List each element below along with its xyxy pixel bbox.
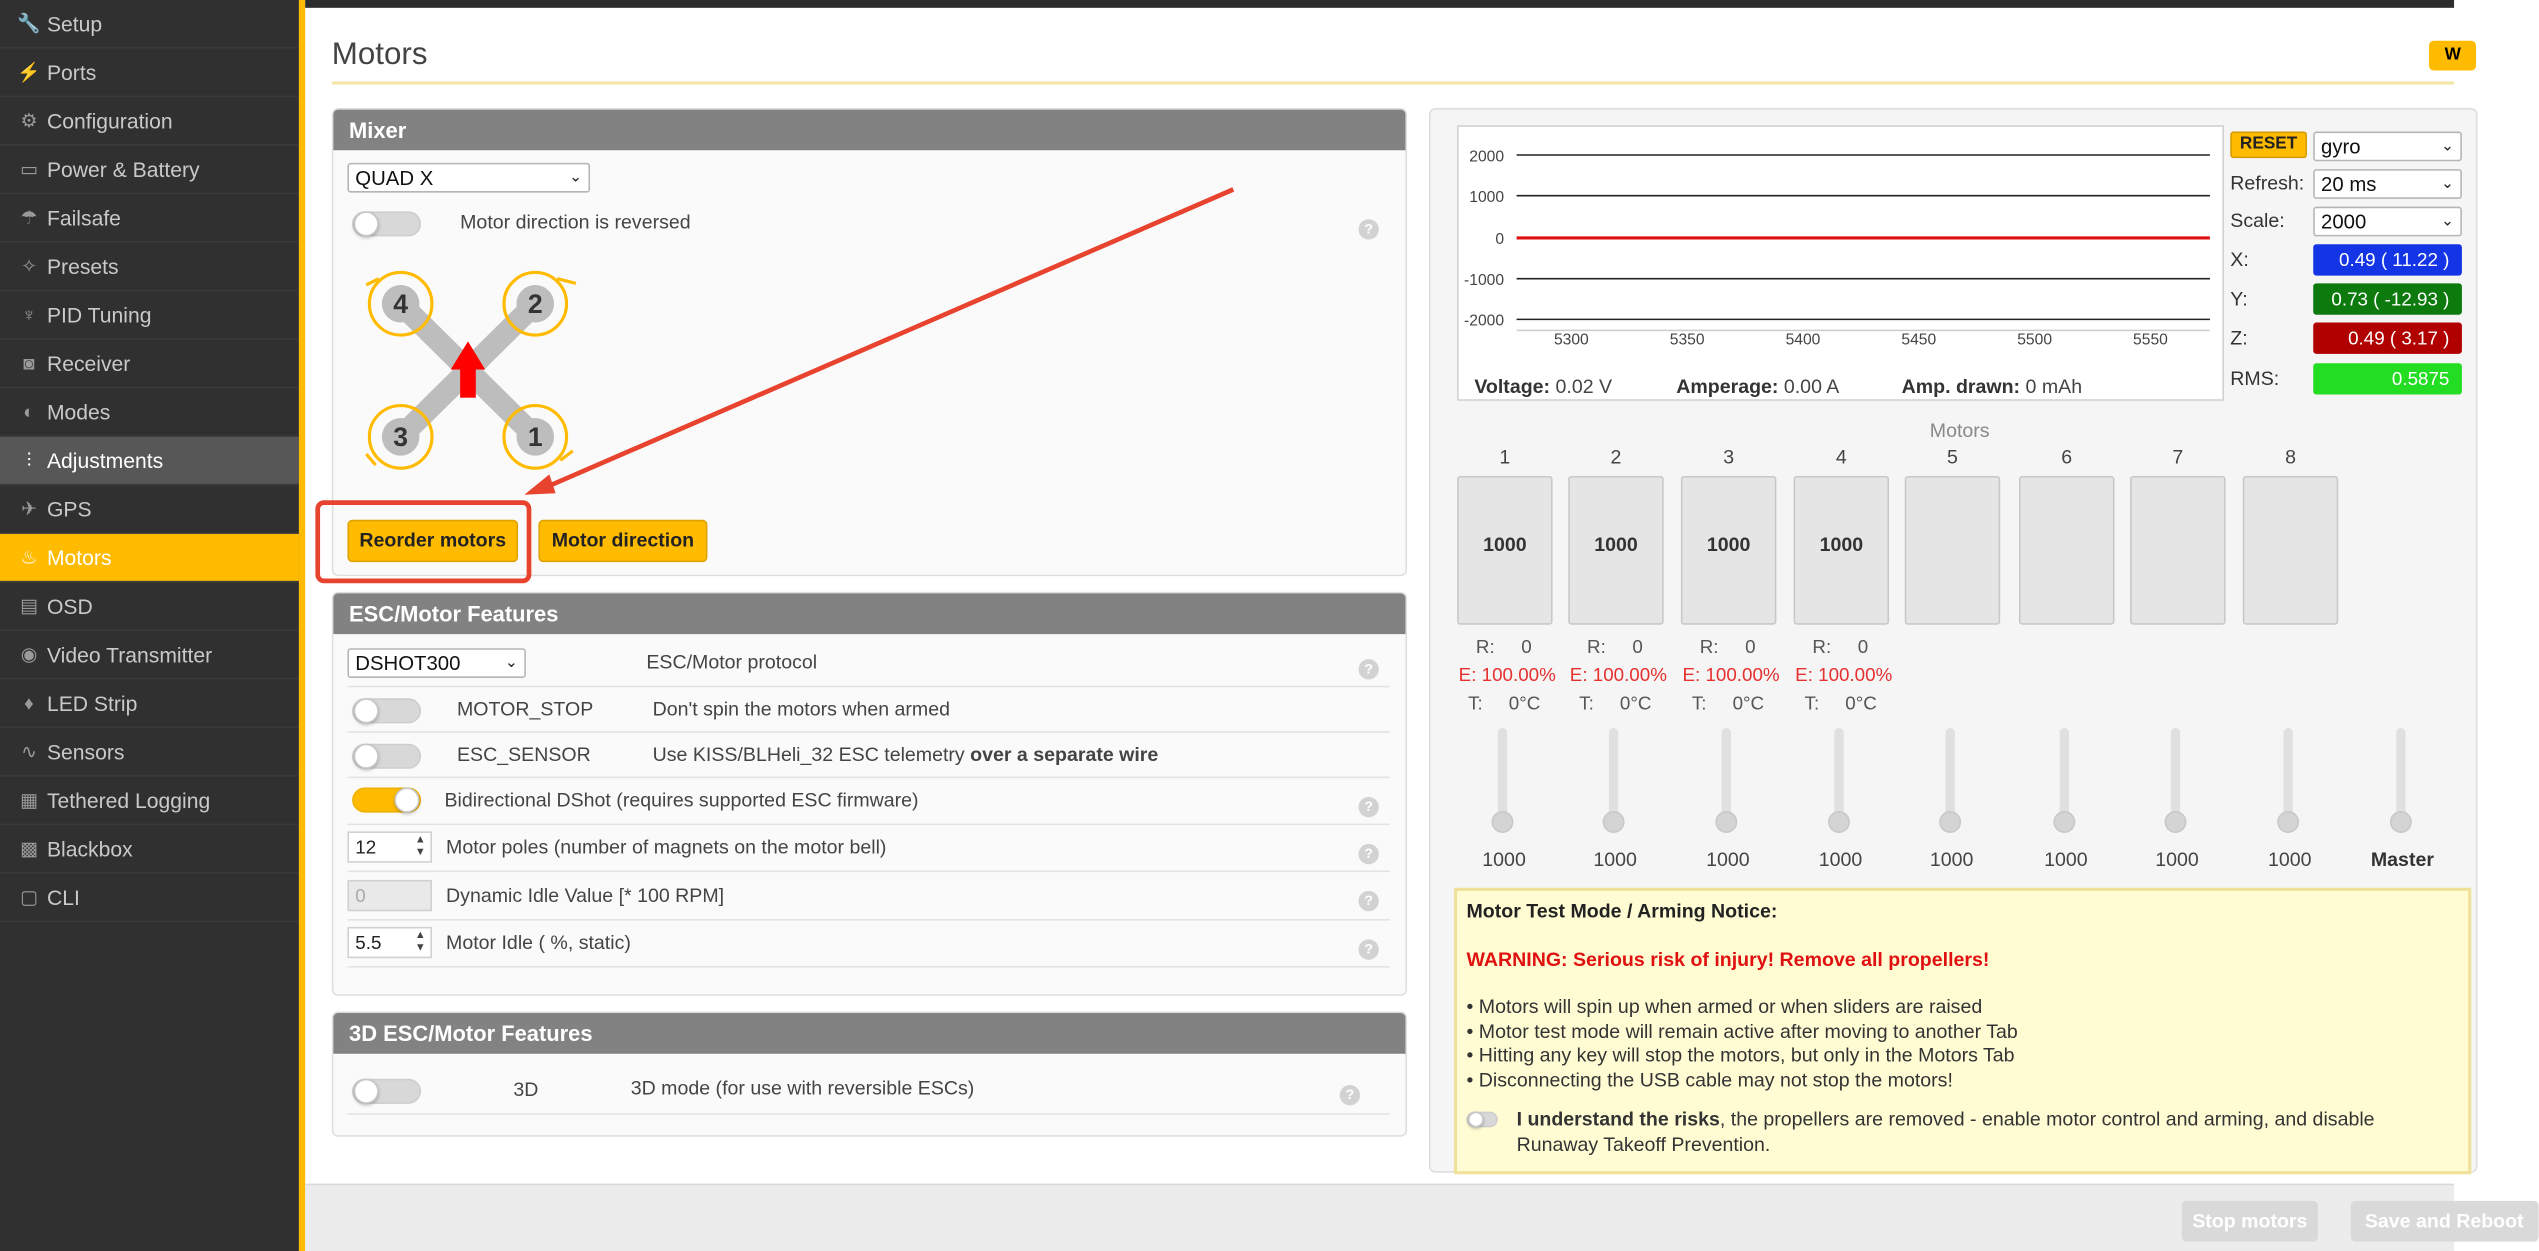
motor-slider-6[interactable] [2053, 811, 2075, 833]
log-icon: ▦ [20, 789, 38, 812]
motor-error-rate: E: 100.00% [1569, 663, 1667, 686]
sidebar-item-label: OSD [46, 594, 93, 618]
help-icon[interactable]: ? [1340, 1085, 1360, 1105]
motor-output-7 [2130, 476, 2225, 625]
sidebar-item-label: GPS [46, 497, 92, 521]
chevron-down-icon: ⌄ [2440, 212, 2455, 231]
understand-risks-bold: I understand the risks [1516, 1108, 1720, 1131]
esc-3d-header: 3D ESC/Motor Features [333, 1013, 1405, 1054]
magic-wand-icon: ✧ [21, 255, 37, 278]
sidebar-item-label: Adjustments [46, 448, 164, 473]
motor-rpm-label: R: [1587, 635, 1606, 658]
motor-rpm-value: 0 [1521, 635, 1532, 658]
motor-stop-toggle[interactable] [352, 698, 421, 723]
notice-bullet: • Hitting any key will stop the motors, but only in the Motors Tab [1466, 1044, 2015, 1067]
mixer-header: Mixer [333, 110, 1405, 151]
motor-slider-value: 1000 [1818, 848, 1863, 871]
save-and-reboot-button[interactable]: Save and Reboot [2351, 1201, 2539, 1242]
antenna-icon: ◉ [20, 643, 38, 666]
sidebar-item-gps[interactable] [0, 485, 299, 534]
motor-slider-track[interactable] [1834, 728, 1843, 822]
notice-title: Motor Test Mode / Arming Notice [1466, 900, 1771, 923]
notice-bullet: • Motor test mode will remain active after moving to another Tab [1466, 1020, 2018, 1042]
sidebar-item-label: Ports [46, 60, 97, 84]
x-tick-label: 5350 [1669, 331, 1705, 349]
motor-slider-track[interactable] [1498, 728, 1507, 822]
y-tick-label: 0 [1495, 231, 1505, 249]
motor-output-1 [1457, 476, 1552, 625]
annotation-arrow [543, 189, 1233, 488]
esc-protocol-value: DSHOT300 [355, 651, 461, 675]
sidebar-item-label: Tethered Logging [46, 788, 211, 812]
motor-idle-input[interactable]: 5.5 ▲ ▼ [347, 927, 432, 958]
reset-button[interactable]: RESET [2230, 132, 2307, 159]
sidebar-item-presets[interactable] [0, 243, 299, 292]
motor-number: 7 [2172, 446, 2184, 469]
motor-slider-8[interactable] [2277, 811, 2299, 833]
sidebar-item-label: Receiver [46, 351, 131, 375]
motor-slider-value: 1000 [2044, 848, 2088, 871]
motor-output-3 [1681, 476, 1776, 625]
motor-temp-label: T: [1804, 692, 1820, 714]
motor-output-4 [1794, 476, 1889, 625]
help-icon[interactable]: ? [1359, 659, 1379, 679]
plug-icon: ⚡ [17, 61, 41, 83]
motor-temp-value: 0°C [1845, 692, 1877, 714]
page-title: Motors [331, 37, 428, 73]
esc-sensor-desc: Use KISS/BLHeli_32 ESC telemetry over a separate wire [652, 743, 1159, 766]
x-tick-label: 5500 [2017, 331, 2053, 349]
wiki-button[interactable]: W [2429, 41, 2476, 71]
motor-output-5 [1905, 476, 2000, 625]
help-icon[interactable]: ? [1359, 219, 1379, 239]
sidebar-item-pid-tuning[interactable] [0, 291, 299, 340]
motor-icon: ♨ [20, 546, 38, 569]
sidebar-item-configuration[interactable] [0, 97, 299, 146]
sidebar-item-label: PID Tuning [46, 302, 152, 327]
battery-icon: ▭ [20, 158, 38, 181]
motor-slider-track[interactable] [2171, 728, 2180, 822]
bidirectional-dshot-toggle[interactable] [352, 788, 421, 813]
sidebar-item-sensors[interactable] [0, 728, 299, 777]
sidebar-item-label: Sensors [46, 739, 125, 764]
sidebar-item-receiver[interactable] [0, 340, 299, 389]
motor-rpm-label: R: [1812, 635, 1832, 658]
title-divider [332, 81, 2454, 84]
motor-number: 5 [1947, 446, 1958, 469]
motor-output-6 [2019, 476, 2114, 625]
motor-output-8 [2243, 476, 2338, 625]
sidebar-item-label: Video Transmitter [46, 642, 213, 667]
x-label: X: [2230, 248, 2249, 271]
wrench-icon: 🔧 [17, 12, 41, 35]
sidebar-item-power-battery[interactable] [0, 146, 299, 195]
motor-slider-value: 1000 [1593, 848, 1637, 871]
motor-poles-label: Motor poles (number of magnets on the motor bell) [446, 836, 887, 859]
top-bar [305, 0, 2454, 8]
motor-rpm-label: R: [1475, 635, 1495, 658]
motor-test-notice: Motor Test Mode / Arming Notice: WARNING: Serious risk of injury! Remove all propellers! • Motors will spin up when armed or when sliders are raised • Motor test mode will remain active after moving to another Tab • Hitting any key will stop the motors, but only in the Motors Tab • Disconnecting the USB cable may not stop the motors! I understand the risks, the propellers are removed - enable motor control and arming, and disable Runaway Takeoff Prevention. [1454, 888, 2471, 1175]
motor-slider-2[interactable] [1603, 811, 1625, 833]
satellite-icon: ✈ [21, 497, 37, 520]
bottom-toolbar [305, 1184, 2454, 1251]
motor-output-value: 1000 [1706, 533, 1751, 556]
y-tick-label: -2000 [1464, 312, 1505, 330]
blackbox-icon: ▩ [20, 837, 38, 860]
chevron-down-icon: ⌄ [504, 654, 519, 672]
motor-label-2: 2 [527, 289, 543, 320]
esc-3d-panel [332, 1011, 1407, 1136]
sidebar [0, 0, 299, 1251]
sidebar-item-label: Motors [46, 545, 112, 570]
remote-control-icon: ◙ [23, 352, 35, 375]
sidebar-item-setup[interactable] [0, 0, 299, 49]
dynamic-idle-label: Dynamic Idle Value [* 100 RPM] [446, 884, 725, 907]
rms-label: RMS: [2230, 367, 2280, 390]
3d-mode-toggle[interactable] [352, 1079, 421, 1104]
motor-label-4: 4 [393, 289, 409, 320]
sidebar-item-motors[interactable] [0, 534, 299, 583]
motor-direction-button[interactable]: Motor direction [538, 520, 707, 562]
sidebar-item-tethered-logging[interactable] [0, 777, 299, 826]
sensor-graph [1457, 125, 2224, 401]
reorder-motors-button[interactable]: Reorder motors [347, 520, 518, 562]
motor-error-rate: E: 100.00% [1795, 663, 1893, 686]
y-tick-label: 1000 [1469, 188, 1505, 206]
chevron-down-icon: ⌄ [2440, 137, 2455, 156]
motor-slider-track[interactable] [2283, 728, 2292, 822]
z-label: Z: [2230, 327, 2248, 350]
x-tick-label: 5300 [1553, 331, 1589, 349]
motor-idle-label: Motor Idle ( %, static) [446, 931, 631, 954]
3d-mode-name: 3D [513, 1078, 539, 1101]
esc-protocol-label: ESC/Motor protocol [646, 651, 818, 674]
sidebar-item-osd[interactable] [0, 582, 299, 631]
sidebar-item-modes[interactable] [0, 388, 299, 437]
sidebar-item-label: Configuration [46, 108, 173, 133]
x-tick-label: 5400 [1785, 331, 1821, 349]
motor-direction-reversed-label: Motor direction is reversed [460, 211, 691, 234]
toggle-icon: ◐ [23, 400, 35, 423]
stop-motors-button[interactable]: Stop motors [2182, 1201, 2318, 1242]
sidebar-item-cli[interactable] [0, 874, 299, 923]
master-slider[interactable] [2390, 811, 2412, 833]
master-slider-label: Master [2370, 848, 2434, 871]
motor-temp-value: 0°C [1619, 692, 1652, 714]
sitemap-icon: ♆ [21, 303, 36, 326]
sidebar-item-label: Blackbox [46, 836, 133, 861]
sidebar-item-label: Modes [46, 400, 111, 424]
osd-icon: ▤ [20, 594, 38, 617]
bidirectional-dshot-label: Bidirectional DShot (requires supported ESC firmware) [444, 789, 919, 812]
voltage-readout: Voltage: 0.02 V [1474, 375, 1613, 398]
motor-slider-value: 1000 [1706, 848, 1750, 871]
sidebar-item-adjustments[interactable] [0, 437, 299, 486]
sidebar-item-label: CLI [46, 885, 80, 909]
gear-icon: ⚙ [20, 109, 38, 132]
motor-slider-track[interactable] [2060, 728, 2069, 822]
motor-error-rate: E: 100.00% [1682, 663, 1780, 686]
y-tick-label: -1000 [1464, 271, 1505, 289]
sidebar-item-label: Failsafe [46, 205, 121, 230]
sidebar-item-label: Power & Battery [46, 157, 200, 181]
esc-protocol-select[interactable] [347, 648, 525, 678]
motor-slider-track[interactable] [1722, 728, 1731, 822]
notice-warning: WARNING: Serious risk of injury! Remove all propellers! [1466, 948, 1990, 970]
motor-output-2 [1568, 476, 1663, 625]
3d-mode-desc: 3D mode (for use with reversible ESCs) [630, 1077, 975, 1100]
amp-drawn-readout: Amp. drawn: 0 mAh [1901, 375, 2083, 398]
motor-number: 3 [1723, 446, 1735, 469]
motor-output-value: 1000 [1594, 533, 1638, 556]
dynamic-idle-input: 0 [347, 880, 432, 911]
motor-number: 2 [1610, 446, 1622, 469]
motor-output-value: 1000 [1483, 533, 1527, 556]
y-tick-label: 2000 [1469, 148, 1505, 166]
motor-slider-5[interactable] [1939, 811, 1961, 833]
motor-label-1: 1 [527, 422, 543, 453]
sidebar-item-label: LED Strip [46, 691, 138, 715]
motor-slider-3[interactable] [1715, 811, 1737, 833]
notice-bullet: • Motors will spin up when armed or when sliders are raised [1466, 995, 1983, 1018]
motor-rpm-label: R: [1699, 635, 1719, 658]
led-icon: ♦ [24, 692, 34, 714]
motor-temp-label: T: [1468, 692, 1483, 714]
motor-rpm-value: 0 [1745, 635, 1756, 658]
motors-title: Motors [1929, 419, 1990, 442]
sidebar-item-label: Setup [46, 11, 103, 36]
understand-risks-text: , the propellers are removed - enable motor control and arming, and disable Runaway Takeoff Prevention. [1516, 1108, 2375, 1155]
motor-number: 6 [2061, 446, 2073, 469]
motor-temp-value: 0°C [1508, 692, 1541, 714]
help-icon[interactable]: ? [1359, 939, 1379, 959]
scale-select[interactable]: 2000 ⌄ [2313, 207, 2462, 237]
sidebar-item-video-transmitter[interactable] [0, 631, 299, 680]
rms-value: 0.5875 [2313, 363, 2462, 394]
y-label: Y: [2230, 288, 2248, 311]
help-icon[interactable]: ? [1359, 891, 1379, 911]
motor-rpm-value: 0 [1632, 635, 1643, 658]
x-value: 0.49 ( 11.22 ) [2313, 244, 2462, 275]
motor-stop-name: MOTOR_STOP [457, 698, 594, 721]
motor-slider-value: 1000 [2267, 848, 2312, 871]
help-icon[interactable]: ? [1359, 844, 1379, 864]
motor-slider-value: 1000 [2155, 848, 2199, 871]
sidebar-item-label: Presets [46, 254, 119, 278]
notice-bullet: • Disconnecting the USB cable may not stop the motors! [1466, 1068, 1953, 1091]
esc-features-header: ESC/Motor Features [333, 593, 1405, 634]
sidebar-item-blackbox[interactable] [0, 825, 299, 874]
scale-label: Scale: [2230, 209, 2285, 232]
motor-rpm-value: 0 [1857, 635, 1869, 658]
x-tick-label: 5550 [2133, 331, 2168, 349]
motor-poles-input[interactable]: 12 ▲ ▼ [347, 831, 432, 862]
x-tick-label: 5450 [1901, 331, 1937, 349]
motor-number: 1 [1499, 446, 1511, 469]
motor-temp-label: T: [1579, 692, 1594, 714]
master-slider-track[interactable] [2396, 728, 2405, 822]
motor-slider-4[interactable] [1828, 811, 1850, 833]
motor-number: 8 [2285, 446, 2296, 469]
refresh-label: Refresh: [2230, 172, 2305, 195]
motor-label-3: 3 [393, 422, 409, 453]
refresh-select[interactable]: 20 ms ⌄ [2313, 169, 2462, 199]
sidebar-item-led-strip[interactable] [0, 680, 299, 729]
sliders-icon: ⫶ [26, 448, 32, 471]
parachute-icon: ☂ [20, 206, 38, 229]
amperage-readout: Amperage: 0.00 A [1676, 375, 1840, 398]
sensor-select[interactable]: gyro ⌄ [2313, 132, 2462, 162]
help-icon[interactable]: ? [1359, 797, 1379, 817]
mixer-type-value: QUAD X [355, 165, 434, 190]
motor-temp-label: T: [1691, 692, 1707, 714]
motor-output-value: 1000 [1819, 533, 1864, 556]
y-value: 0.73 ( -12.93 ) [2313, 283, 2462, 314]
motor-slider-1[interactable] [1492, 811, 1514, 833]
motor-slider-7[interactable] [2165, 811, 2187, 833]
motor-stop-desc: Don't spin the motors when armed [652, 698, 950, 721]
motor-temp-value: 0°C [1732, 692, 1765, 714]
sidebar-item-failsafe[interactable] [0, 194, 299, 243]
chevron-down-icon: ⌄ [569, 169, 583, 187]
chevron-down-icon: ⌄ [2440, 175, 2455, 193]
understand-risks-toggle[interactable] [1466, 1112, 1497, 1128]
esc-sensor-name: ESC_SENSOR [457, 743, 591, 766]
pulse-icon: ∿ [21, 740, 37, 763]
esc-sensor-toggle[interactable] [352, 744, 421, 769]
motor-slider-value: 1000 [1929, 848, 1974, 871]
sidebar-item-ports[interactable] [0, 49, 299, 98]
motor-slider-track[interactable] [1945, 728, 1954, 822]
motor-slider-track[interactable] [1609, 728, 1618, 822]
z-value: 0.49 ( 3.17 ) [2313, 323, 2462, 354]
motor-number: 4 [1835, 446, 1847, 469]
motor-slider-value: 1000 [1482, 848, 1526, 871]
motor-error-rate: E: 100.00% [1458, 663, 1556, 686]
terminal-icon: ▢ [20, 886, 38, 909]
